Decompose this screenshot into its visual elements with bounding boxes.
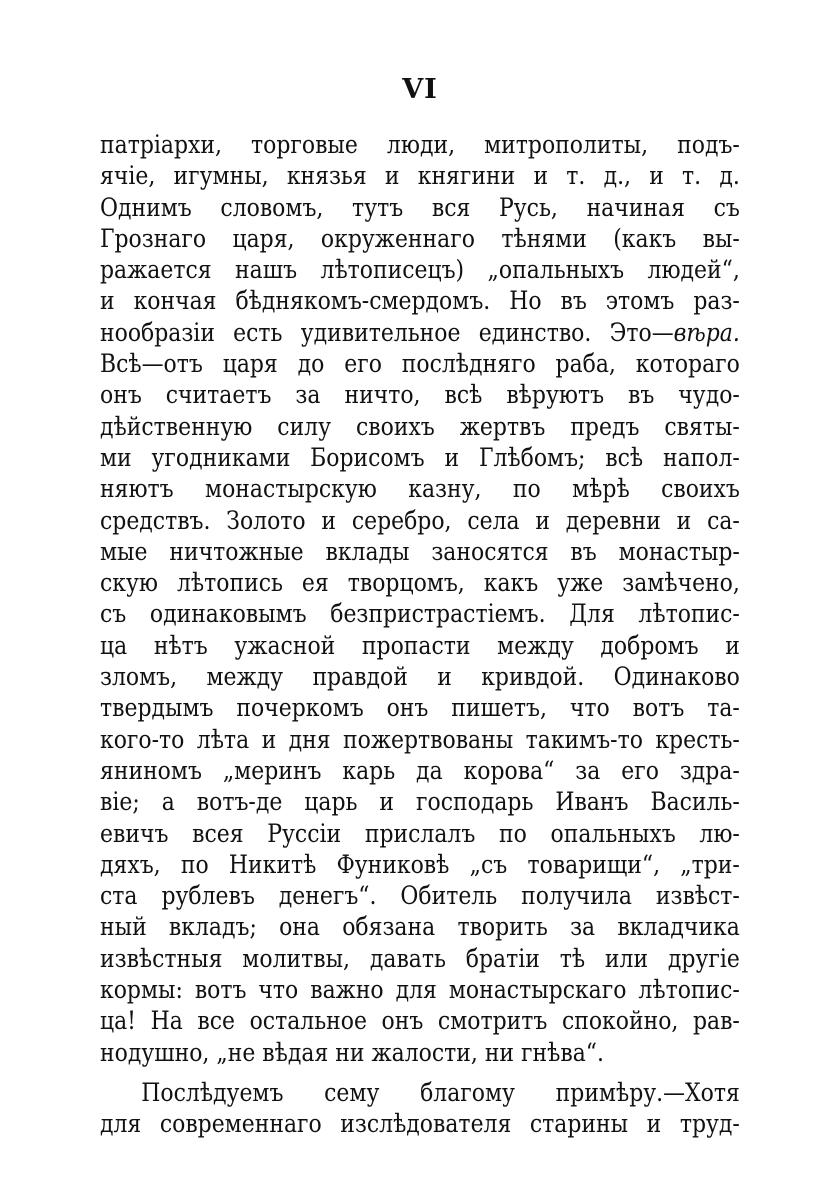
text-line: кого-то лѣта и дня пожертвованы такимъ-то кресть- — [100, 724, 740, 755]
text-line-with-emphasis — [100, 318, 740, 349]
text-line: мые ничтожные вклады заносятся въ монастыр- — [100, 536, 740, 567]
text-line: дѣйственную силу своихъ жертвъ предъ святы- — [100, 411, 740, 442]
text-line: віе; а вотъ-де царь и господарь Иванъ Василь- — [100, 787, 740, 818]
text-line: для современнаго изслѣдователя старины и труд- — [100, 1109, 740, 1140]
text-line: извѣстныя молитвы, давать братіи тѣ или другіе — [100, 943, 740, 974]
text-line: евичъ всея Руссіи прислалъ по опальныхъ лю- — [100, 818, 740, 849]
text-line: твердымъ почеркомъ онъ пишетъ, что вотъ та- — [100, 693, 740, 724]
paragraph-gap — [100, 1069, 740, 1078]
text-line: ражается нашъ лѣтописецъ) „опальныхъ людей“, — [100, 255, 740, 286]
page-number: VI — [402, 74, 438, 105]
text-line: и кончая бѣднякомъ-смердомъ. Но въ этомъ раз- — [100, 286, 740, 317]
body-text — [100, 130, 740, 1141]
text-line: ячіе, игумны, князья и княгини и т. д., и т. д. — [100, 161, 740, 192]
text-line: ный вкладъ; она обязана творить за вкладчика — [100, 912, 740, 943]
text-line: Однимъ словомъ, тутъ вся Русь, начиная съ — [100, 192, 740, 223]
text-line: средствъ. Золото и серебро, села и деревни и са- — [100, 505, 740, 536]
text-line: патріархи, торговые люди, митрополиты, подъ- — [100, 130, 740, 160]
text-line: кормы: вотъ что важно для монастырскаго лѣтопис- — [100, 975, 740, 1006]
text-line: ца нѣтъ ужасной пропасти между добромъ и — [100, 630, 740, 661]
text-line: Послѣдуемъ сему благому примѣру.—Хотя — [141, 1077, 740, 1108]
text-line: ми угодниками Борисомъ и Глѣбомъ; всѣ напол- — [100, 442, 740, 473]
text-line: скую лѣтопись ея творцомъ, какъ уже замѣчено, — [100, 568, 740, 599]
text-line-start: нообразіи есть удивительное единство. Это— — [100, 317, 674, 348]
text-line: ста рублевъ денегъ“. Обитель получила извѣст- — [100, 881, 740, 912]
text-line: Всѣ—отъ царя до его послѣдняго раба, котораго — [100, 349, 740, 380]
text-line: нодушно, „не вѣдая ни жалости, ни гнѣва“. — [100, 1037, 604, 1068]
text-line: дяхъ, по Никитѣ Фуниковѣ „съ товарищи“, „три- — [100, 849, 740, 880]
text-line: Грознаго царя, окруженнаго тѣнями (какъ вы- — [100, 223, 740, 254]
text-line: ца! На все остальное онъ смотритъ спокойно, рав- — [100, 1006, 740, 1037]
text-line: съ одинаковымъ безпристрастіемъ. Для лѣтопис- — [100, 599, 740, 630]
text-line: онъ считаетъ за ничто, всѣ вѣруютъ въ чудо- — [100, 380, 740, 411]
text-line: няютъ монастырскую казну, по мѣрѣ своихъ — [100, 474, 740, 505]
text-line: зломъ, между правдой и кривдой. Одинаково — [100, 662, 740, 693]
text-line: яниномъ „меринъ карь да корова“ за его здра- — [100, 755, 740, 786]
emphasized-word: вѣра. — [673, 317, 740, 348]
